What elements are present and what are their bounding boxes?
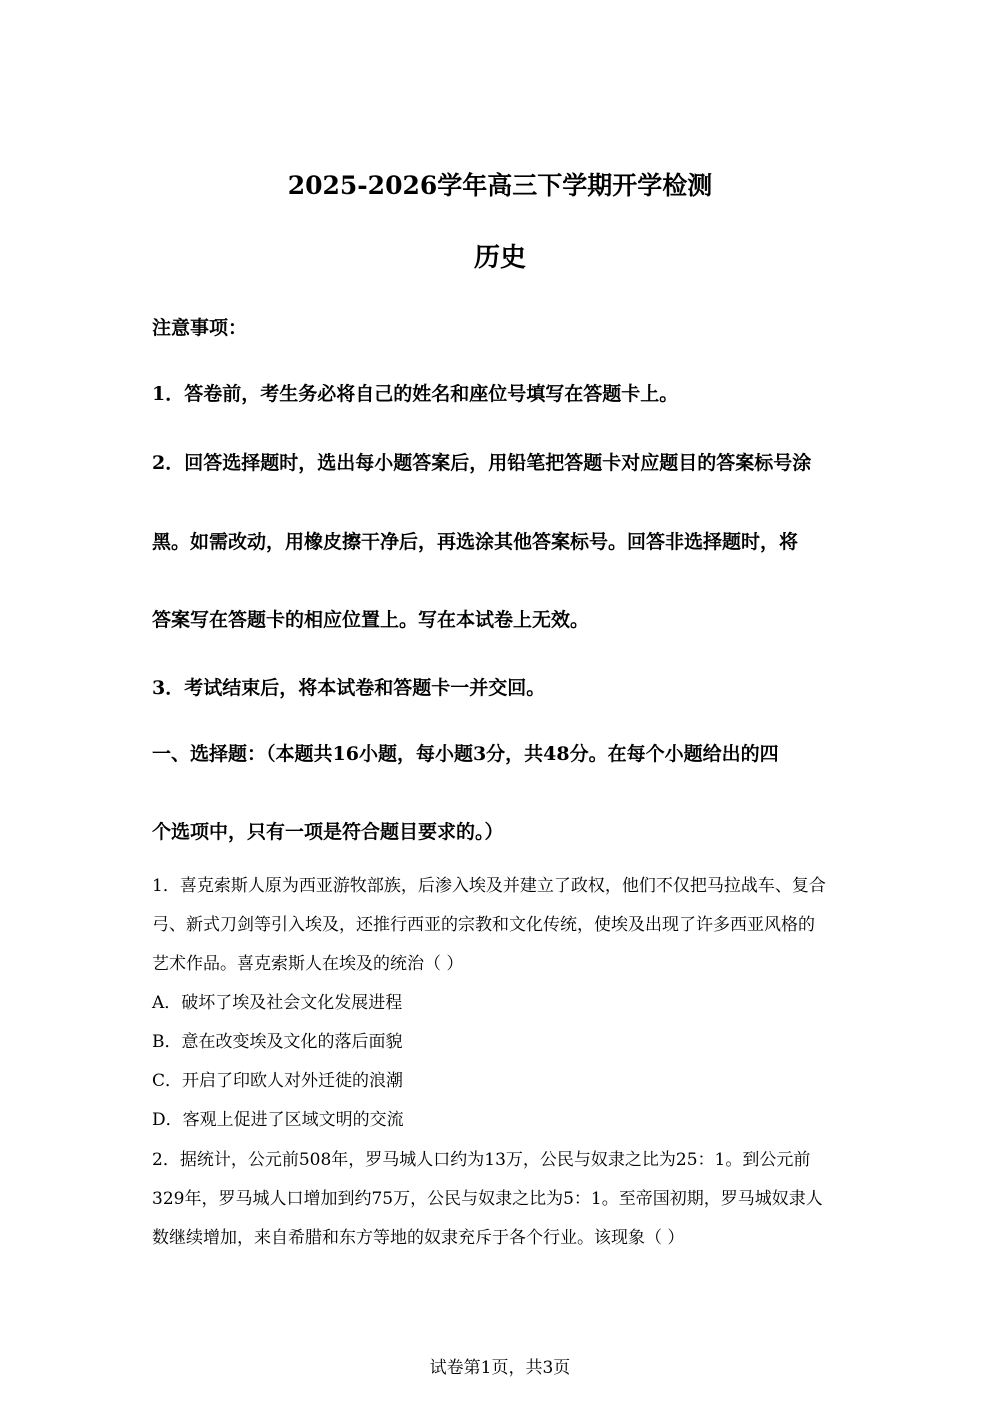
subject-title: 历史 [473, 243, 526, 273]
question-2-stem: 2．据统计，公元前508年，罗马城人口约为13万，公民与奴隶之比为25：1。到公元前 [152, 1150, 811, 1170]
question-1-option-c: C．开启了印欧人对外迁徙的浪潮 [152, 1071, 404, 1091]
notes-heading: 注意事项： [152, 317, 248, 339]
page-footer: 试卷第1页，共3页 [429, 1358, 571, 1378]
note-line: 答案写在答题卡的相应位置上。写在本试卷上无效。 [152, 609, 590, 631]
question-1-stem: 1．喜克索斯人原为西亚游牧部族，后渗入埃及并建立了政权，他们不仅把马拉战车、复合 [152, 876, 826, 896]
section-heading: 一、选择题：（本题共16小题，每小题3分，共48分。在每个小题给出的四 [152, 743, 779, 765]
question-1-stem: 艺术作品。喜克索斯人在埃及的统治（ ） [152, 954, 464, 974]
question-1-option-a: A．破坏了埃及社会文化发展进程 [152, 993, 403, 1013]
note-line: 2．回答选择题时，选出每小题答案后，用铅笔把答题卡对应题目的答案标号涂 [152, 452, 812, 474]
note-line: 黑。如需改动，用橡皮擦干净后，再选涂其他答案标号。回答非选择题时，将 [152, 531, 799, 553]
question-1-stem: 弓、新式刀剑等引入埃及，还推行西亚的宗教和文化传统，使埃及出现了许多西亚风格的 [152, 915, 815, 935]
note-line: 1．答卷前，考生务必将自己的姓名和座位号填写在答题卡上。 [152, 383, 679, 405]
question-2-stem: 数继续增加，来自希腊和东方等地的奴隶充斥于各个行业。该现象（ ） [152, 1228, 685, 1248]
note-line: 3．考试结束后，将本试卷和答题卡一并交回。 [152, 677, 546, 699]
section-heading-cont: 个选项中，只有一项是符合题目要求的。） [152, 821, 504, 843]
question-1-option-b: B．意在改变埃及文化的落后面貌 [152, 1032, 403, 1052]
question-2-stem: 329年，罗马城人口增加到约75万，公民与奴隶之比为5：1。至帝国初期，罗马城奴隶人 [152, 1189, 823, 1209]
exam-title: 2025-2026学年高三下学期开学检测 [287, 171, 713, 200]
question-1-option-d: D．客观上促进了区域文明的交流 [152, 1110, 404, 1130]
